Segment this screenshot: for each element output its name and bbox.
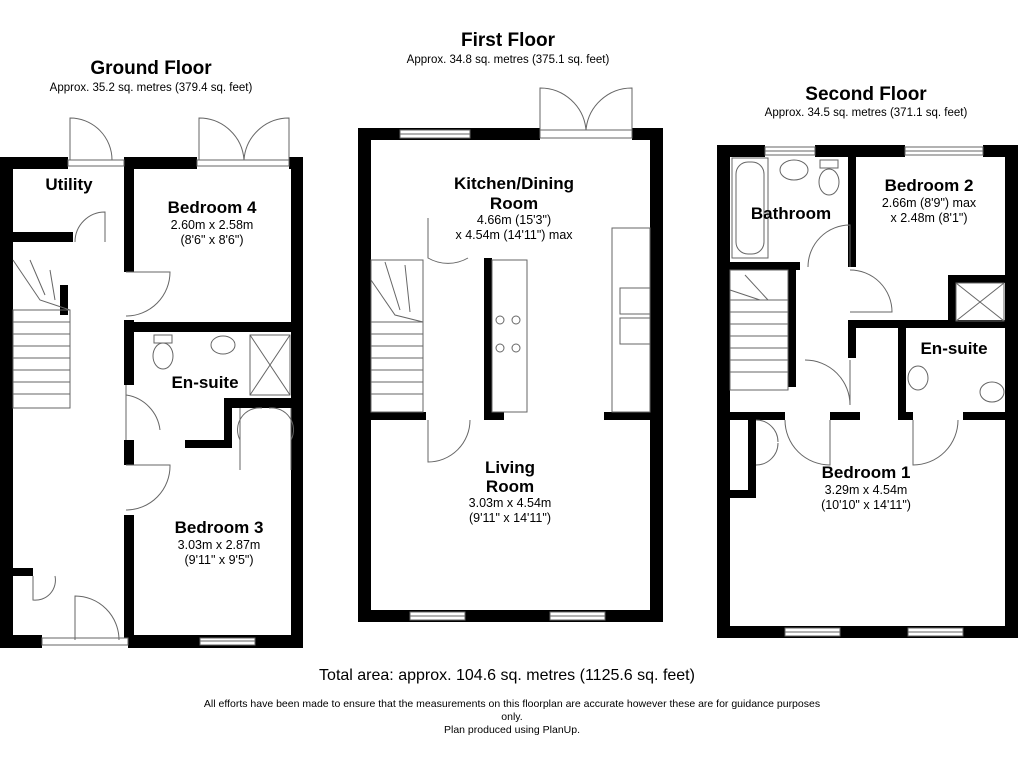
disclaimer-line1: All efforts have been made to ensure that the measurements on this floorplan are accurate however these are for guidance purposes bbox=[203, 698, 821, 710]
room-bedroom3-name: Bedroom 3 bbox=[174, 518, 264, 537]
room-bedroom4-name: Bedroom 4 bbox=[167, 198, 257, 217]
room-kitchen-dim-line2: x 4.54m (14'11") max bbox=[455, 228, 573, 242]
ground-internal-walls bbox=[13, 157, 299, 640]
ground-floor-area: Approx. 35.2 sq. metres (379.4 sq. feet) bbox=[49, 82, 253, 94]
room-bedroom1-name: Bedroom 1 bbox=[821, 463, 911, 482]
room-bedroom2-name: Bedroom 2 bbox=[884, 176, 974, 195]
disclaimer-line3: Plan produced using PlanUp. bbox=[443, 724, 581, 736]
total-area: Total area: approx. 104.6 sq. metres (1125.6 sq. feet) bbox=[319, 667, 695, 684]
room-ensuite-second-name: En-suite bbox=[920, 339, 988, 358]
room-living-name-line1: Living bbox=[484, 458, 536, 477]
room-kitchen-dim-line1: 4.66m (15'3") bbox=[476, 213, 552, 227]
first-floor-title: First Floor bbox=[461, 30, 555, 51]
room-bedroom2-dim-line2: x 2.48m (8'1") bbox=[890, 211, 968, 225]
second-floor-title: Second Floor bbox=[805, 84, 927, 105]
first-kitchen-fixtures bbox=[492, 228, 650, 412]
room-living-dim-metric: 3.03m x 4.54m bbox=[468, 496, 552, 510]
first-internal-walls bbox=[371, 258, 650, 420]
first-stairs bbox=[371, 260, 423, 412]
room-kitchen-name-line1: Kitchen/Dining bbox=[454, 174, 574, 193]
room-kitchen-name-line2: Room bbox=[489, 194, 539, 213]
disclaimer-line2: only. bbox=[501, 711, 523, 723]
room-bedroom1-dim-metric: 3.29m x 4.54m bbox=[824, 483, 908, 497]
first-floor-area: Approx. 34.8 sq. metres (375.1 sq. feet) bbox=[406, 54, 610, 66]
room-bedroom3-dim-imperial: (9'11" x 9'5") bbox=[184, 553, 254, 567]
first-openings bbox=[400, 88, 632, 620]
ground-stairs bbox=[13, 260, 70, 408]
first-floor-plan bbox=[358, 88, 663, 622]
room-ensuite-ground-name: En-suite bbox=[171, 373, 239, 392]
room-bedroom4-dim-metric: 2.60m x 2.58m bbox=[170, 218, 254, 232]
room-bedroom4-dim-imperial: (8'6" x 8'6") bbox=[180, 233, 244, 247]
room-bedroom3-dim-metric: 3.03m x 2.87m bbox=[177, 538, 261, 552]
room-bedroom2-dim-line1: 2.66m (8'9") max bbox=[881, 196, 977, 210]
room-living-name-line2: Room bbox=[485, 477, 535, 496]
ground-floor-plan bbox=[0, 118, 303, 648]
room-bathroom-name: Bathroom bbox=[750, 204, 832, 223]
room-bedroom1-dim-imperial: (10'10" x 14'11") bbox=[821, 498, 911, 512]
room-living-dim-imperial: (9'11" x 14'11") bbox=[469, 511, 551, 525]
second-stairs bbox=[730, 270, 788, 390]
ground-floor-title: Ground Floor bbox=[90, 58, 212, 79]
second-floor-area: Approx. 34.5 sq. metres (371.1 sq. feet) bbox=[764, 107, 968, 119]
room-utility-name: Utility bbox=[45, 175, 93, 194]
